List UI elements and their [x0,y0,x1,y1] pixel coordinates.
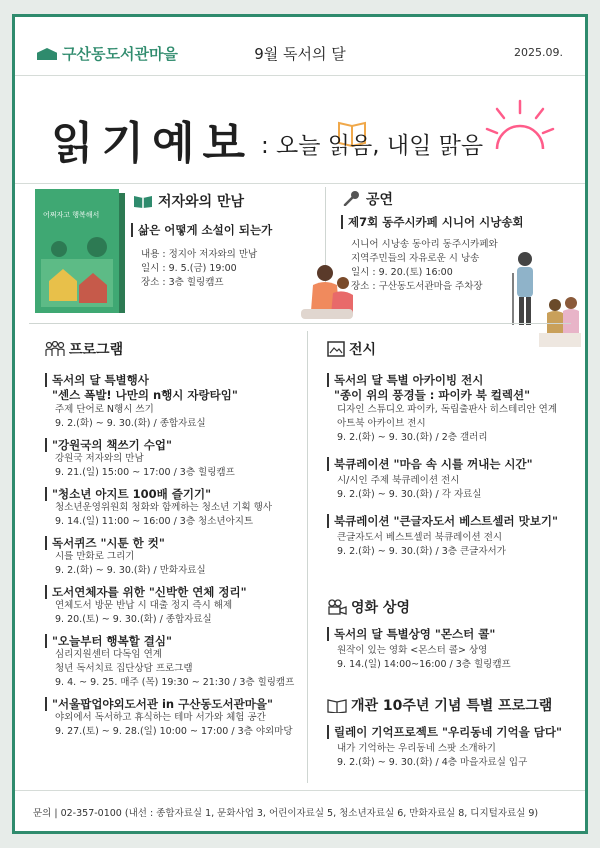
header [15,17,585,76]
program-item [45,697,303,739]
sun-icon [485,97,555,159]
exhibition-item-desc: 디자인 스튜디오 파이카, 독립출판사 히스테리안 연계 [337,404,558,415]
exhibition-item-title: 독서의 달 특별 아카이빙 전시 [327,373,585,387]
film-camera-icon [327,599,347,615]
performance-details [351,238,498,294]
poster [12,14,588,834]
exhibition-item [327,457,585,502]
program-item-when: 9. 2.(화) ~ 9. 30.(화) / 종합자료실 [55,418,206,429]
book-cover-title: 어쩌자고 행복해서 [43,211,100,219]
program-item [45,438,303,480]
banner-main-title: 읽기예보 [51,118,254,169]
program-item-when: 9. 27.(토) ~ 9. 28.(일) 10:00 ~ 17:00 / 3층 야외마당 [55,726,293,737]
exhibition-item-title: 북큐레이션 "큰글자도서 베스트셀러 맛보기" [327,514,585,528]
program-item-desc: 연체도서 방문 반납 시 대출 정지 즉시 해제 [55,600,233,611]
footer [15,790,585,831]
program-heading [45,339,123,359]
program-item-title: "청소년 아지트 100배 즐기기" [45,487,303,501]
exhibition-item-quote: "종이 위의 풍경들 : 파이카 북 컬렉션" [334,388,531,402]
program-item-title: 독서의 달 특별행사 [45,373,303,387]
performance-line: 장소 : 구산동도서관마을 주차장 [351,281,483,292]
author-meeting-line: 장소 : 3층 힐링캠프 [141,277,224,288]
exhibition-item-title: 북큐레이션 "마음 속 시를 꺼내는 시간" [327,457,585,471]
program-item-desc: 청소년운영위원회 청화와 함께하는 청소년 기획 행사 [55,502,272,513]
exhibition-item-desc: 큰글자도서 베스트셀러 북큐레이션 전시 [337,532,503,543]
header-date: 2025.09. [514,46,563,59]
header-title: 9월 독서의 달 [254,45,346,63]
program-section-label: 프로그램 [69,342,124,358]
exhibition-item [327,373,585,445]
movie-heading [327,597,410,617]
movie-desc: 원작이 있는 영화 <몬스터 콜> 상영 [337,645,488,656]
performance-line: 지역주민들의 자유로운 시 낭송 [351,253,480,264]
author-meeting-title: 삶은 어떻게 소설이 되는가 [131,223,272,237]
program-item-desc: 강원국 저자와의 만남 [55,453,144,464]
author-meeting-details [141,248,257,290]
anniversary-title: 릴레이 기억프로젝트 "우리동네 기억을 담다" [327,725,562,739]
author-meeting-line: 일시 : 9. 5.(금) 19:00 [141,263,237,274]
program-item-when: 9. 21.(일) 15:00 ~ 17:00 / 3층 힐링캠프 [55,467,235,478]
contact-info: 문의 | 02-357-0100 (내선 : 종합자료실 1, 문화사업 3, 어린이자료실 5, 청소년자료실 6, 만화자료실 8, 디지털자료실 9) [33,808,539,819]
author-meeting-section-label: 저자와의 만남 [158,194,245,210]
anniversary-heading [327,695,552,715]
program-item-desc2: 청년 독서치료 집단상담 프로그램 [55,663,193,674]
author-meeting-line: 내용 : 정지아 저자와의 만남 [141,249,258,260]
program-item [45,634,303,690]
program-item-when: 9. 20.(토) ~ 9. 30.(화) / 종합자료실 [55,614,212,625]
exhibition-list [327,373,585,559]
program-item-quote: "센스 폭발! 나만의 n행시 자랑타임" [52,388,238,402]
anniversary-section-label: 개관 10주년 기념 특별 프로그램 [351,698,553,714]
performance-line: 시니어 시낭송 동아리 동주시카페와 [351,239,498,250]
program-item [45,373,303,431]
program-item [45,536,303,578]
exhibition-section-label: 전시 [349,342,377,358]
program-item [45,585,303,627]
book-cover-image [35,189,127,317]
banner [15,75,585,184]
program-item-when: 9. 14.(일) 11:00 ~ 16:00 / 3층 청소년아지트 [55,516,254,527]
program-item-desc: 시를 만화로 그리기 [55,551,135,562]
microphone-icon [343,190,361,206]
singer-audience-illustration [511,249,581,357]
anniversary-desc: 내가 기억하는 우리동네 스팟 소개하기 [337,743,496,754]
program-item-title: 도서연체자를 위한 "신박한 연체 정리" [45,585,303,599]
exhibition-item-desc: 시/시인 주제 북큐레이션 전시 [337,475,460,486]
program-item-title: "오늘부터 행복할 결심" [45,634,303,648]
exhibition-item-when: 9. 2.(화) ~ 9. 30.(화) / 3층 큰글자서가 [337,546,506,557]
section-divider [29,323,571,324]
program-item-title: "서울팝업야외도서관 in 구산동도서관마을" [45,697,303,711]
exhibition-item [327,514,585,559]
program-item-when: 9. 4. ~ 9. 25. 매주 (목) 19:30 ~ 21:30 / 3층 힐링캠프 [55,677,295,688]
column-divider [307,331,308,783]
exhibition-item-desc2: 아트북 아카이브 전시 [337,418,426,429]
exhibition-heading [327,339,376,359]
program-list [45,373,303,739]
exhibition-item-when: 9. 2.(화) ~ 9. 30.(화) / 2층 갤러리 [337,432,488,443]
program-item-desc: 야외에서 독서하고 휴식하는 테마 서가와 체험 공간 [55,712,266,723]
performance-section-label: 공연 [366,192,394,208]
performance-heading [343,189,393,209]
reading-couple-illustration [299,261,357,323]
movie-item [327,627,511,672]
library-logo-text: 구산동도서관마을 [62,45,178,63]
movie-title: 독서의 달 특별상영 "몬스터 콜" [327,627,511,641]
banner-subtitle: : 오늘 읽음, 내일 맑음 [261,133,484,159]
people-icon [45,341,65,357]
program-item-title: 독서퀴즈 "시툰 한 컷" [45,536,303,550]
open-book-icon [327,697,347,713]
exhibition-item-when: 9. 2.(화) ~ 9. 30.(화) / 각 자료실 [337,489,482,500]
book-icon [133,194,153,208]
program-item-desc: 심리지원센터 다독임 연계 [55,649,162,660]
performance-line: 일시 : 9. 20.(토) 16:00 [351,267,453,278]
anniversary-item [327,725,562,770]
movie-section-label: 영화 상영 [351,600,410,616]
performance-title: 제7회 동주시카페 시니어 시낭송회 [341,215,524,229]
program-item-desc: 주제 단어로 N행시 쓰기 [55,404,154,415]
picture-frame-icon [327,341,345,357]
movie-when: 9. 14.(일) 14:00~16:00 / 3층 힐링캠프 [337,659,511,670]
program-item-when: 9. 2.(화) ~ 9. 30.(화) / 만화자료실 [55,565,206,576]
program-item-title: "강원국의 책쓰기 수업" [45,438,303,452]
author-meeting-heading [133,191,244,211]
program-item [45,487,303,529]
anniversary-when: 9. 2.(화) ~ 9. 30.(화) / 4층 마을자료실 입구 [337,757,528,768]
